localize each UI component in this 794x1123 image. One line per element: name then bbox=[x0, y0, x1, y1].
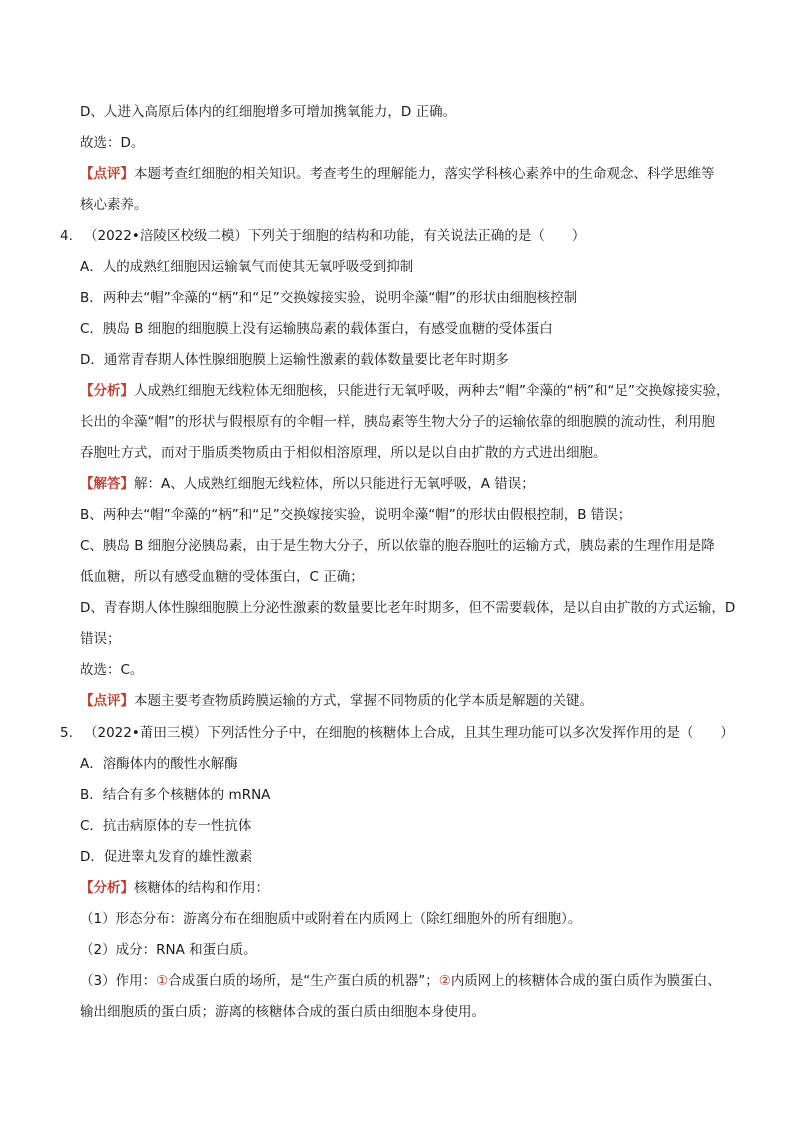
option-c: C．胰岛 B 细胞的细胞膜上没有运输胰岛素的载体蛋白，有感受血糖的受体蛋白 bbox=[80, 321, 553, 337]
comment-text: 本题考查红细胞的相关知识。考查考生的理解能力，落实学科核心素养中的生命观念、科学思维等 bbox=[134, 166, 715, 182]
answer-line bbox=[80, 475, 535, 493]
option-b: B．结合有多个核糖体的 mRNA bbox=[80, 787, 271, 803]
option-c: C．抗击病原体的专一性抗体 bbox=[80, 818, 252, 834]
analysis-point bbox=[80, 972, 721, 990]
answer-line: B、两种去“帽”伞藻的“柄”和“足”交换嫁接实验，说明伞藻“帽”的形状由假根控制，B 错误； bbox=[80, 507, 632, 523]
option-b: B．两种去“帽”伞藻的“柄”和“足”交换嫁接实验，说明伞藻“帽”的形状由细胞核控制 bbox=[80, 290, 578, 306]
comment-line bbox=[80, 692, 593, 710]
answer-line: C、胰岛 B 细胞分泌胰岛素，由于是生物大分子，所以依靠的胞吞胞吐的运输方式，胰岛素的生理作用是降 bbox=[80, 538, 715, 554]
point-text: 合成蛋白质的场所，是“生产蛋白质的机器”； bbox=[168, 973, 439, 989]
question-stem: （2022•涪陵区校级二模）下列关于细胞的结构和功能，有关说法正确的是（ ） bbox=[84, 228, 586, 244]
analysis-line: 吞胞吐方式，而对于脂质类物质由于相似相溶原理，所以是以自由扩散的方式进出细胞。 bbox=[80, 445, 607, 461]
answer-line: 低血糖，所以有感受血糖的受体蛋白，C 正确； bbox=[80, 569, 364, 585]
answer-line: D、青春期人体性腺细胞膜上分泌性激素的数量要比老年时期多，但不需要载体，是以自由扩散的方式运输，D bbox=[80, 600, 736, 616]
comment-tag: 【点评】 bbox=[80, 166, 134, 182]
comment-text: 本题主要考查物质跨膜运输的方式，掌握不同物质的化学本质是解题的关键。 bbox=[134, 693, 593, 709]
option-a: A．溶酶体内的酸性水解酶 bbox=[80, 756, 238, 772]
question-number: 5. bbox=[60, 725, 73, 741]
analysis-tag: 【分析】 bbox=[80, 880, 134, 896]
analysis-tag: 【分析】 bbox=[80, 383, 134, 399]
answer-line: 错误； bbox=[80, 631, 121, 647]
analysis-point: （1）形态分布：游离分布在细胞质中或附着在内质网上（除红细胞外的所有细胞）。 bbox=[80, 911, 582, 927]
comment-tag: 【点评】 bbox=[80, 693, 134, 709]
point-prefix: （3）作用： bbox=[80, 973, 157, 989]
answer-text: 解：A、人成熟红细胞无线粒体，所以只能进行无氧呼吸，A 错误； bbox=[134, 476, 535, 492]
answer-line: 故选：C。 bbox=[80, 662, 144, 678]
analysis-line: 长出的伞藻“帽”的形状与假根原有的伞帽一样，胰岛素等生物大分子的运输依靠的细胞膜的流动性，利用胞 bbox=[80, 414, 715, 430]
comment-line bbox=[80, 165, 715, 183]
analysis-text: 人成熟红细胞无线粒体无细胞核，只能进行无氧呼吸，两种去“帽”伞藻的“柄”和“足”交换嫁接实验， bbox=[134, 383, 730, 399]
analysis-point: 输出细胞质的蛋白质；游离的核糖体合成的蛋白质由细胞本身使用。 bbox=[80, 1004, 485, 1020]
option-a: A．人的成熟红细胞因运输氧气而使其无氧呼吸受到抑制 bbox=[80, 259, 414, 275]
option-d: D．通常青春期人体性腺细胞膜上运输性激素的载体数量要比老年时期多 bbox=[80, 352, 509, 368]
analysis-point: （2）成分：RNA 和蛋白质。 bbox=[80, 942, 257, 958]
text-line: D、人进入高原后体内的红细胞增多可增加携氧能力，D 正确。 bbox=[80, 104, 457, 120]
point-text: 内质网上的核糖体合成的蛋白质作为膜蛋白、 bbox=[450, 973, 721, 989]
question-number: 4. bbox=[60, 228, 73, 244]
circled-two-marker: ② bbox=[438, 973, 451, 989]
option-d: D．促进睾丸发育的雄性激素 bbox=[80, 849, 253, 865]
circled-one-marker: ① bbox=[156, 973, 169, 989]
analysis-line bbox=[80, 879, 269, 897]
answer-tag: 【解答】 bbox=[80, 476, 134, 492]
text-line: 故选：D。 bbox=[80, 135, 145, 151]
text-line: 核心素养。 bbox=[80, 197, 148, 213]
analysis-text: 核糖体的结构和作用： bbox=[134, 880, 269, 896]
analysis-line bbox=[80, 382, 729, 400]
question-stem: （2022•莆田三模）下列活性分子中，在细胞的核糖体上合成，且其生理功能可以多次发挥作用的是（ ） bbox=[84, 725, 734, 741]
